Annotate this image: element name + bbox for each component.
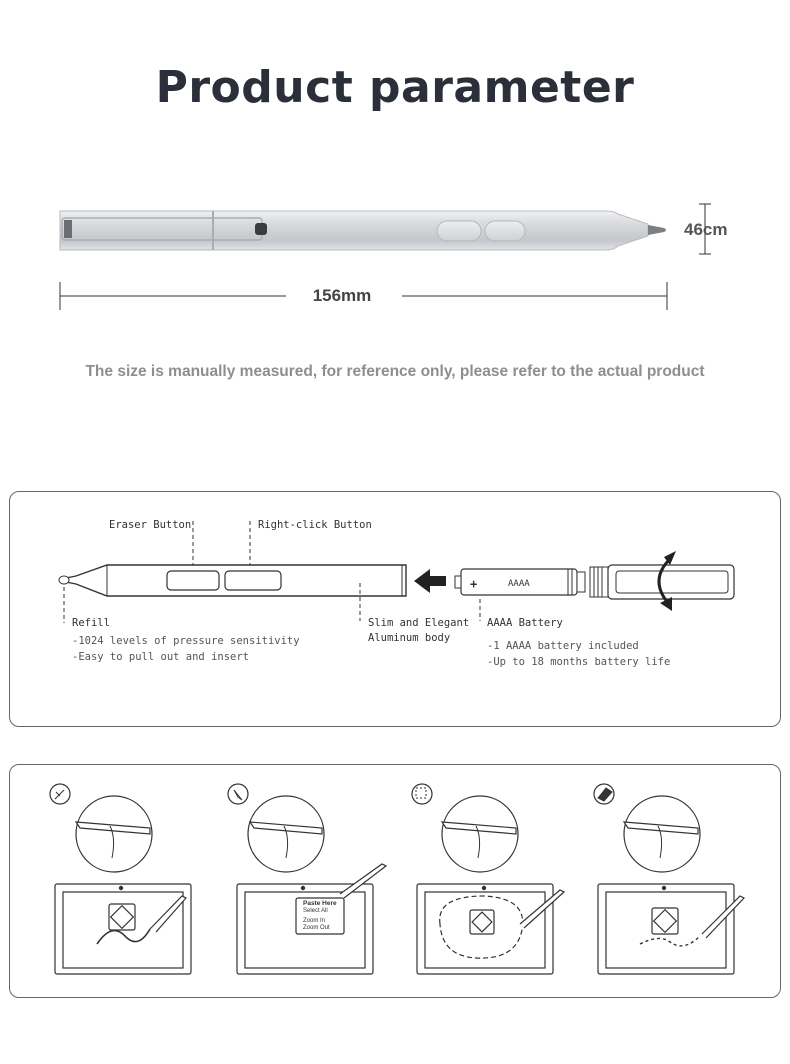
length-dimension-label: 156mm: [312, 286, 372, 305]
usage-modes-illustration: [0, 764, 790, 1004]
battery-label: AAAA Battery: [487, 617, 563, 629]
page-title: Product parameter: [155, 62, 635, 113]
context-menu-item-paste-here: Paste Here: [303, 900, 337, 907]
select-mode-illustration: [412, 784, 564, 974]
eraser-mode-illustration: [594, 784, 744, 974]
measurement-note: The size is manually measured, for reference only, please refer to the actual product: [85, 363, 705, 380]
battery-detail-2: -Up to 18 months battery life: [487, 656, 671, 668]
right-click-mode-illustration: [228, 784, 386, 974]
pen-product-image: [0, 190, 790, 450]
body-label-line-1: Slim and Elegant: [368, 617, 470, 629]
refill-detail-1: -1024 levels of pressure sensitivity: [72, 635, 300, 647]
write-mode-illustration: [50, 784, 191, 974]
body-label-line-2: Aluminum body: [368, 632, 451, 644]
refill-label: Refill: [72, 617, 110, 629]
right-click-button-label: Right-click Button: [258, 519, 372, 531]
context-menu-item-zoom-out: Zoom Out: [303, 925, 330, 931]
eraser-button-label: Eraser Button: [109, 519, 192, 531]
refill-detail-2: -Easy to pull out and insert: [72, 651, 250, 663]
battery-plus-sign: +: [470, 577, 478, 591]
context-menu-item-select-all: Select All: [303, 908, 328, 914]
battery-detail-1: -1 AAAA battery included: [487, 640, 639, 652]
context-menu-item-zoom-in: Zoom In: [303, 918, 326, 924]
battery-marking: AAAA: [508, 579, 530, 589]
height-dimension-label: 46cm: [684, 220, 728, 239]
